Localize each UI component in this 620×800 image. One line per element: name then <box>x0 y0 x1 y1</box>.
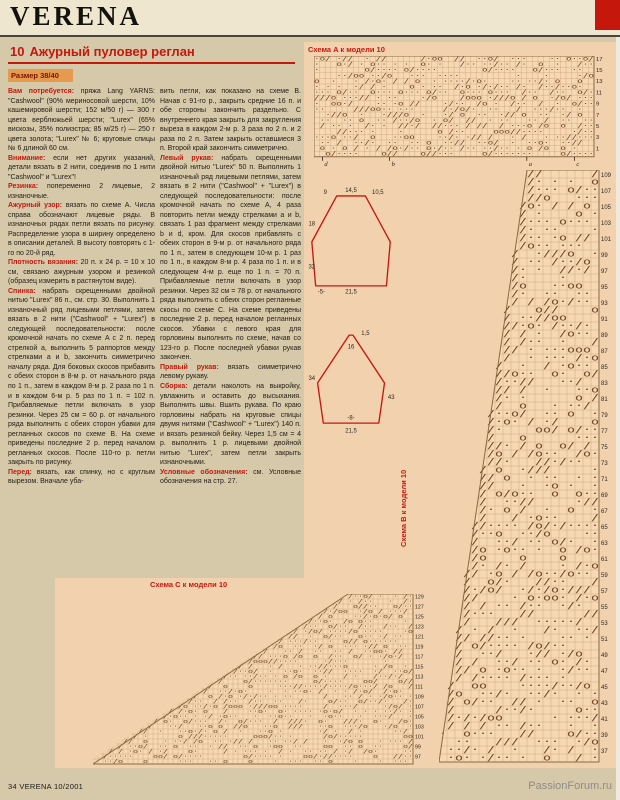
section-heading: Плотность вязания: <box>8 259 79 267</box>
text-column-2 <box>160 87 301 575</box>
svg-text:/ ··/ ··o o //o ··o //: / ··/ ··o o //o ··o /// ··o ···/o ·/o · <box>93 724 413 730</box>
svg-text:/··o/ ·· o ·: /··o/ ·· o · <box>439 408 599 419</box>
svg-text:67: 67 <box>601 508 608 515</box>
svg-text:/· oo/ o/··: /· oo/ o/·· <box>439 424 599 435</box>
svg-text:// o · ·· · ·: // o · ·· · · <box>439 472 599 483</box>
svg-text:/··· o···: /··· o··· <box>439 216 599 227</box>
svg-text:101: 101 <box>601 236 612 243</box>
svg-text:/ / / ·· /·· · ·: / / / ·· /·· · · <box>439 720 599 731</box>
svg-text:/ o/···· /o/··: / o/···· /o/·· <box>439 640 599 651</box>
svg-text:/ o/·· // · ·· o: / o/·· // · ·· o <box>439 696 599 707</box>
page-margin <box>616 0 620 800</box>
section-text: если нет других указаний, детали вязать в 2 нити, соединив по 1 нити "Cashwool" и "Lurex"! <box>8 154 155 181</box>
svg-text:/ · / · /· ··/: / · / · /· ··/ <box>439 624 599 635</box>
svg-text:93: 93 <box>601 300 608 307</box>
svg-text:/·o· / ·/ o: /·o· / ·/ o <box>439 416 599 427</box>
svg-text:·· ·· o ·· /··/o · o/ //: ·· ·· o ·· /··/o · o/ // · ·· ·· / ·· ·· <box>314 118 594 125</box>
svg-text:/ooo//···· ·/··· ·: /ooo//···· ·/··· · <box>93 659 413 665</box>
svg-text:59: 59 <box>601 572 608 579</box>
section-text: набрать скрещенными двойной нитью "Lurex" 86 п., см. стр. 30. Выполнить 1 изнаночный ряд лицевыми петлями, затем вязать в 2 нити ("Cashwool" + "Lurex") в следующей последовательности: после кромочной начать по схеме A с 2 п. перед стрелкой a, выполнить 5 раппортов между стрелками a и b, закончить симметрично началу ряда. Для боковых скосов прибавить с обеих сторон в 8-м р. от начального ряда по 1 п., затем в каждом 8-м р. 2 раза по 1 п. и в каждом 6-м р. 5 раз по 1 п. = 102 п. Прибавляемые петли включать в узор резинки. Через 25 см = 60 р. от начального ряда выполнить с обеих сторон убавки для регланных скосов по схеме B. На схеме приведены последние 2 р. перед началом регланных скосов. После 110-го р. петли закрыть по рисунку. <box>8 287 155 467</box>
svg-text:/ /···· /··· ·: / /···· /··· · <box>439 672 599 683</box>
section-text: вязать по схеме A. Числа справа обозначают лицевые ряды. В изнаночных рядах петли вязать по рисунку. Распределение узора в ширину определено в описании деталей. В высоту повторять с 1-го по 20-й ряд. <box>8 202 155 257</box>
svg-text:-8-: -8- <box>347 415 355 422</box>
svg-text:21,5: 21,5 <box>345 428 357 435</box>
svg-text:/ / · /o··: / / · /o·· <box>439 328 599 339</box>
svg-text:··/o o ··· ·· o o: ··/o o ··· ·· o o · ··· ·· o · · ··· <box>93 759 413 765</box>
section-text: детали наколоть на выкройку, увлажнить и оставить до высыхания. Выполнить швы. Вшить рукава. По краю горловины набрать на круговые спицы двумя нитями ("Cashwool" + "Lurex") 140 п. и вязать резинкой бейку. Через 1,5 см = 4 р. выполнить 1 р. лицевыми двойной нитью "Lurex", затем петли закрыть изнаночными. <box>160 382 301 467</box>
svg-text:121: 121 <box>415 634 424 641</box>
svg-text:/ ·/o/ ····/o ···· ·o: / ·/o/ ····/o ···· ·o <box>93 629 413 635</box>
svg-text:/o·· ···: /o·· ··· <box>439 240 599 251</box>
svg-text:/ /·· · /: / /·· · / <box>439 336 599 347</box>
svg-text://o·· o· o/: //o·· o· o/ <box>439 368 599 379</box>
svg-text:123: 123 <box>415 624 424 631</box>
svg-text:/ · o ·: / · o · <box>439 208 599 219</box>
svg-text:119: 119 <box>415 644 424 651</box>
section-text: набрать скрещенными двойной нитью "Lurex" 50 п. Выполнить 1 изнаночный ряд лицевыми петлями, затем вязать в 2 нити ("Cashwool" + "Lurex") в следующей последовательности: после кромочной начать по схеме A, 4 раза повторить петли между стрелками a и b, связать 1 раз фрагмент между стрелками b и d, кром. Для скосов прибавлять с обеих сторон в 9-м р. от начального ряда по 1 п., затем в следующем 10-м р. 1 раз по 1 п., в каждом 8-м р. 4 раза по 1 п. и в следующем 4-м р. еще по 1 п. = 70 п. Прибавляемые петли включать в узор резинки. Через 32 см = 78 р. от начального ряда выполнить с обеих сторон регланные скосы по схеме C. На схеме приведены последние 2 р. перед началом регланных скосов. Убавки с левого края для горловины выполнить по схеме, начав со 123-го р. После последней убавки рукав закончен. <box>160 154 301 362</box>
section-text: вить петли, как показано на схеме B. Начав с 91-го р., закрыть средние 16 п. и обе стороны закончить раздельно. С внутреннего края закрыть для закругления выреза в каждом 2-м р. 3 раза по 2 п. и 2 раза по 2 п. Затем закрыть оставшиеся 3 п. Второй край закончить симметрично. <box>160 88 301 153</box>
svg-text:39: 39 <box>601 732 608 739</box>
svg-text:/ o /·o ·/·/·· · ·· /: / o /·o ·/·/·· · ·· / ·· / · ·/o·· · <box>93 694 413 700</box>
svg-text:· oo·/ ·· ·o // ·/·· /: · oo·/ ·· ·o // ·/·· /o · /·· / · o/·· <box>314 101 594 108</box>
svg-text:/ ··/·o· · · ··o· / · ·: / ··/·o· · · ··o· / · · /·o/ /·o· <box>93 689 413 695</box>
svg-text:///o ···// · ·· ·/o /ooo: ///o ···// · ·· ·/o /ooo ·///o / o ·/o/ ··· <box>314 95 594 102</box>
svg-text:18: 18 <box>308 221 316 228</box>
svg-text:/··o· /o o·· ·: /··o· /o o·· · <box>93 619 413 625</box>
svg-text:69: 69 <box>601 492 608 499</box>
svg-text:9: 9 <box>595 101 600 108</box>
svg-text:/··· // //: /··· // // <box>439 608 599 619</box>
svg-text:41: 41 <box>601 716 608 723</box>
svg-text:d: d <box>324 160 328 168</box>
svg-text:/·o·· · ·/ ·o·· · ··o·· ·: /·o·· · ·/ ·o·· · ··o·· · ·o·· · ···/ · <box>93 714 413 720</box>
svg-text:65: 65 <box>601 524 608 531</box>
svg-text:15: 15 <box>595 67 603 74</box>
svg-text:73: 73 <box>601 460 608 467</box>
svg-text:/·· / /·· /·· ·· /· o/: /·· / /·· /·· ·· /· o/·· o/··/· /· <box>93 699 413 705</box>
svg-text:53: 53 <box>601 620 608 627</box>
svg-text:/· ·· ··: /· ·· ·· <box>439 288 599 299</box>
svg-text:/· · //·/: /· · //·/ <box>439 264 599 275</box>
svg-text:/ · o ///····· ooo/··: / · o ///····· ooo/·· · /o/····· oo <box>93 734 413 740</box>
svg-text:··· o/·· o··· o··· o/·· o···: ··· o/·· o··· o··· o/·· o··· o··· /·· /·· o/· <box>314 90 594 97</box>
paragraph <box>8 154 155 183</box>
chart-b-grid <box>439 170 614 763</box>
svg-text:/· ·: /· · <box>439 272 599 283</box>
svg-text:89: 89 <box>601 332 608 339</box>
svg-text:/o ·o·· · o /o·: /o ·o·· · o /o· <box>439 544 599 555</box>
chart-a-label: Схема A к модели 10 <box>308 45 385 54</box>
svg-text://· / o o/ /: //· / o o/ / <box>439 440 599 451</box>
svg-text:/ oo ····/··/o: / oo ····/··/o <box>439 680 599 691</box>
svg-text:/··o/ · ··o· ··// ···· ·/: /··o/ · ··o· ··// ···· ·/ ··o/ <box>93 669 413 675</box>
svg-text:/ / ·o·· /: / / ·o·· / <box>439 512 599 523</box>
svg-text:/ / ·· /·· ·/·: / / ·· /·· ·/· <box>439 600 599 611</box>
svg-text:/ ··// ·//: / ··// ·// <box>439 496 599 507</box>
svg-text:/ o// o: / o// o <box>439 304 599 315</box>
paragraph <box>8 468 155 487</box>
watermark: PassionForum.ru <box>528 780 612 792</box>
svg-text:1: 1 <box>595 146 600 153</box>
svg-text:·//o · ·///o · ·/ o ··: ·//o · ·///o · ·/ o ·· ·// o ·· ·/ o <box>314 112 594 119</box>
svg-text:o · · /·o· / / o · ····/·o: o · · /·o· / / o · ····/·o· ·· ··/· o o <box>314 78 594 85</box>
svg-text:c: c <box>576 160 580 168</box>
svg-text:11: 11 <box>595 90 603 97</box>
svg-text:1,5: 1,5 <box>361 331 370 338</box>
svg-text:/··o ··/o ··: /··o ··/o ·· <box>439 528 599 539</box>
section-heading: Ажурный узор: <box>8 202 63 210</box>
chart-c-grid <box>93 594 428 765</box>
svg-text://o ···: //o ··· <box>439 192 599 203</box>
svg-text:// · o·oo· /·o: // · o·oo· /·o <box>439 592 599 603</box>
svg-text:117: 117 <box>415 654 424 661</box>
svg-text:· o··· // o/··: · o··· // o/·· <box>439 728 599 739</box>
body-schematic <box>308 180 396 298</box>
svg-text:37: 37 <box>601 748 608 755</box>
paragraph <box>8 287 155 468</box>
svg-text:/·/o/ ·/·/o·///: /·/o/ ·/·/o·/// <box>439 584 599 595</box>
chart-b-label: Схема B к модели 10 <box>399 469 408 547</box>
svg-text:99: 99 <box>415 744 421 751</box>
svg-text:/o ··oo: /o ··oo <box>439 280 599 291</box>
svg-text:77: 77 <box>601 428 608 435</box>
paragraph <box>8 182 155 201</box>
svg-text:···o ··/ o ··oo ··/· ·//: ···o ··/ o ··oo ··/· ·// / · / · ··//··· <box>314 134 594 141</box>
svg-text:/·· o/·· /·· /·· /: /·· o/·· /·· /·· / <box>93 624 413 630</box>
svg-text:97: 97 <box>601 268 608 275</box>
svg-text:75: 75 <box>601 444 608 451</box>
svg-text:97: 97 <box>415 754 421 761</box>
svg-text:7: 7 <box>595 112 600 119</box>
svg-text:16: 16 <box>347 344 355 351</box>
svg-text:/ ··//oo: / ··//oo <box>439 312 599 323</box>
svg-text:// · ·o · ·: // · ·o · · <box>439 480 599 491</box>
svg-text:/o ··/·o /ooo ·///oo ···· /: /o ··/·o /ooo ·///oo ···· / ···/ ·/o/ · <box>93 704 413 710</box>
paragraph <box>8 258 155 287</box>
svg-text:14,5: 14,5 <box>345 188 357 195</box>
svg-text:/ / /o·/··: / / /o·/·· <box>439 296 599 307</box>
svg-text:103: 103 <box>601 220 612 227</box>
section-heading: Левый рукав: <box>160 154 214 162</box>
svg-text:113: 113 <box>415 674 424 681</box>
section-text: вязать, как спинку, но с круглым вырезом. Вначале уба- <box>8 468 155 486</box>
paragraph <box>8 201 155 258</box>
svg-text:// · ··o·/· o / · ··o ·: // · ··o·/· o / · ··o · ·/ · / · ··/ <box>93 729 413 735</box>
svg-text://··· · · o /·· oo: //··· · · o /·· ooo//···· ·/·· <box>314 129 594 136</box>
svg-text:a: a <box>528 160 533 168</box>
svg-text:/·· ··/·· · o /o o · / ·: /·· ··/·· · o /o o · / · /··/·/ <box>93 674 413 680</box>
section-heading: Правый рукав: <box>160 363 219 371</box>
section-heading: Условные обозначения: <box>160 468 248 476</box>
svg-text:/ ··/ ·// ·/o: / ··/ ·// ·/o <box>439 648 599 659</box>
svg-text:107: 107 <box>415 704 424 711</box>
article-title: Ажурный пуловер реглан <box>29 44 195 59</box>
svg-text:// o · ··/ /o ·· ·// / ·: // o · ··/ /o ·· ·// / ·· ··/ / · ·/o o · ··· / <box>93 739 413 745</box>
svg-text:/ / · / · ··//···o · /: / / · / · ··//···o · /o · <box>93 664 413 670</box>
svg-text:10,5: 10,5 <box>372 190 384 197</box>
svg-text:91: 91 <box>601 316 608 323</box>
svg-text:/· ·· ·: /· ·· · <box>439 224 599 235</box>
svg-text:// ·o / /o··/o··: // ·o / /o··/o·· <box>439 568 599 579</box>
svg-text:/· · · o: /· · · o <box>439 176 599 187</box>
section-text: пряжа Lang YARNS: "Cashwool" (90% мериносовой шерсти, 10% кашемировой шерсти; 152 м/50 г) — 300 г цвета верблюжьей шерсти; "Lurex" (65% вискозы, 35% полиэстра; 85 м/25 г) — 250 г цвета золота; "Lurex" № 6; круговые спицы № 6 длиной 60 см. <box>8 88 155 153</box>
section-text: вязать симметрично левому рукаву. <box>160 363 301 381</box>
svg-text:32: 32 <box>308 264 316 271</box>
section-heading: Сборка: <box>160 382 188 390</box>
svg-text:105: 105 <box>415 714 424 721</box>
svg-text:/ o · ··/: / o · ··/ <box>439 400 599 411</box>
svg-text:17: 17 <box>595 56 603 63</box>
svg-text:· o/···· o/····: · o/···· o/···· o/···· o/··· ·· <box>314 67 594 74</box>
svg-text:/ o/o·· o o··: / o/o·· o o·· <box>439 488 599 499</box>
svg-text:/ o ·/// ·: / o ·/// · <box>439 464 599 475</box>
sleeve-schematic <box>308 326 396 438</box>
svg-text:// /: // / <box>439 170 599 179</box>
svg-text:·· /// ··· ·/o: ·· /// ··· ·/o <box>439 736 599 747</box>
svg-text:/ ···/·· · o// o······: / ···/·· · o// o······ <box>93 639 413 645</box>
svg-text:111: 111 <box>415 684 423 691</box>
svg-text:83: 83 <box>601 380 608 387</box>
svg-text:/o / /o·· /o·: /o / /o·· /o· <box>439 448 599 459</box>
svg-text:// / · ··o: // / · ··o <box>439 384 599 395</box>
svg-text:/ /··/· o··: / /··/· o·· <box>439 704 599 715</box>
svg-text:/ o ··/·o·o/ o: / o ··/·o·o/ o <box>93 614 413 620</box>
svg-text:51: 51 <box>601 636 608 643</box>
section-heading: Вам потребуется: <box>8 88 75 95</box>
paragraph <box>160 87 301 154</box>
chart-c-label: Схема C к модели 10 <box>150 580 228 589</box>
svg-text:/ · / ·o··: / · / ·o·· <box>439 360 599 371</box>
svg-text:b: b <box>391 160 395 168</box>
svg-text:3: 3 <box>595 135 600 142</box>
svg-text:/··· o/··: /··· o/·· <box>439 184 599 195</box>
paragraph <box>160 468 301 487</box>
svg-text:/ /// ·····/: / /// ·····/ <box>439 616 599 627</box>
section-text: см. Условные обозначения на стр. 27. <box>160 468 301 486</box>
svg-text:34: 34 <box>308 376 316 383</box>
svg-text:/ ··o/ ·· o ·· · // ·· o: / ··o/ ·· o ·· · // ·· o ·oo ·· oo ·· o ·· o/ <box>93 744 413 750</box>
svg-text:/ ·· /··/o: / ·· /··/o <box>439 256 599 267</box>
svg-text:109: 109 <box>415 694 424 701</box>
svg-text:// · o/·· o·· ·/ ··: // · o/·· o·· ·/ ·· <box>93 634 413 640</box>
svg-text:/ o/· //·· /: / o/· //·· / <box>439 576 599 587</box>
svg-text:/· · o /: /· · o / <box>439 392 599 403</box>
svg-text:63: 63 <box>601 540 608 547</box>
svg-text:81: 81 <box>601 396 608 403</box>
svg-text:125: 125 <box>415 614 424 621</box>
svg-text:/ o o ···//····/····/o: / o o ···//····/····/o···/ /o / <box>93 684 413 690</box>
svg-text:55: 55 <box>601 604 608 611</box>
svg-text:/ ·///o ·: / ·///o · <box>439 248 599 259</box>
masthead <box>0 0 620 37</box>
article-number: 10 <box>10 44 25 59</box>
svg-text:o · o / · / /o·/·· o·/·· /·· ·: o · o / · / /o·/·· o·/·· /·· ··/·· · o /o o · <box>314 146 594 153</box>
svg-text:·· / ··/· ·· ·· o ··// ··: ·· / ··/· ·· ·· o ··// ··o/ · ··o· ··// <box>314 140 594 147</box>
svg-text:/o· / / o: /o· / / o <box>439 200 599 211</box>
svg-text:107: 107 <box>601 188 612 195</box>
svg-text:/·/oo ·/o / ···/: /·/oo ·/o / ···/ <box>93 609 413 615</box>
svg-text:/ /·o· o / ··o· o· ····: / /·o· o / ··o· o· ···· ·o·o/ · · · ··/· · <box>93 709 413 715</box>
svg-text:-5-: -5- <box>317 289 326 296</box>
svg-text:43: 43 <box>601 700 608 707</box>
text-column-1 <box>8 87 155 575</box>
svg-text:9: 9 <box>323 190 327 197</box>
svg-text:21,5: 21,5 <box>345 289 357 296</box>
svg-text:·o· ·/·· · o / ·: ·o· ·/·· · o / · <box>439 752 599 763</box>
svg-text:115: 115 <box>415 664 424 671</box>
svg-text:57: 57 <box>601 588 608 595</box>
svg-text:79: 79 <box>601 412 608 419</box>
svg-text:/··// ··/: /··// ··/ <box>439 376 599 387</box>
svg-text:103: 103 <box>415 724 424 731</box>
svg-text:·· ///oo·· ··· /·/o/·: ·· ///oo·· ··· /·/o/· ·· / ···/·· · <box>314 106 594 113</box>
chart-a-grid <box>314 56 609 168</box>
svg-text:87: 87 <box>601 348 608 355</box>
svg-text:49: 49 <box>601 652 608 659</box>
svg-text:/ o ···: / o ··· <box>439 432 599 443</box>
svg-text:o/···· o// o//··· o/: o/···· o// o//··· o/······· o/···· <box>314 151 594 158</box>
svg-text:/ ·· / ·· ·· / ··oo· //: / ·· / ·· ·· / ··oo· // <box>93 649 413 655</box>
svg-text:/····· oo/ o/···· o/: /····· oo/ o/···· o/···· · oo/·//···· o //·· <box>93 754 413 760</box>
svg-text:// o ·o·· · ·/··: // o ·o·· · ·/·· <box>439 664 599 675</box>
corner-marker <box>595 0 620 30</box>
section-heading: Перед: <box>8 468 32 476</box>
magazine-logo: VERENA <box>10 1 143 31</box>
svg-text:/ / ·o· / ·/ o· / · ···: / / ·o· / ·/ o· / · ··· · / · ·· ·· / ·/ /o· ·· <box>93 749 413 755</box>
svg-text:/o ··/· ··/· · ·: /o ··/· ··/· · · <box>439 688 599 699</box>
svg-text:71: 71 <box>601 476 608 483</box>
paragraph <box>8 87 155 154</box>
section-heading: Резинка: <box>8 183 39 191</box>
svg-text:// ···o /o o /·· o/ · ·/o·/: // ···o /o o /·· o/ · ·/o·/ <box>93 654 413 660</box>
section-heading: Спинка: <box>8 287 36 295</box>
svg-text:/o ·· ·/ o ··· ·// o ··: /o ·· ·/ o ··· ·// o ·· <box>93 644 413 650</box>
svg-text:61: 61 <box>601 556 608 563</box>
svg-text:101: 101 <box>415 734 424 741</box>
svg-text:/ ··/ ·· o/· ·: / ··/ ·· o/· · <box>439 536 599 547</box>
svg-text:/·/·/oo · ···/: /·/·/oo · ···/ <box>439 712 599 723</box>
svg-text:105: 105 <box>601 204 612 211</box>
svg-text:/·· ·o //: /·· ·o // <box>439 232 599 243</box>
svg-text://· //·/··: //· //·/·· <box>439 456 599 467</box>
svg-text://···· /o/·/····: //···· /o/·/···· <box>439 520 599 531</box>
svg-text:· o·/ · o·· · · o· · /··: · o·/ · o·· · · o· · /·· ··/·· /· o · /·· <box>314 62 594 69</box>
svg-text:43: 43 <box>387 395 395 402</box>
svg-text:··/· / · /· / ·: ··/· / · /· / · <box>439 744 599 755</box>
svg-text:95: 95 <box>601 284 608 291</box>
paragraph <box>160 154 301 363</box>
svg-text:/··o/ · · /·: /··o/ · · /· <box>93 594 413 600</box>
svg-text:/ o· o/··· /· o/··· / ///: / o· o/··· /· o/··· / ///· o· ///· o· /o· <box>93 719 413 725</box>
svg-text:// · ···ooo: // · ···ooo <box>439 344 599 355</box>
svg-text:85: 85 <box>601 364 608 371</box>
svg-text:/ ·· · /· · //·/ //··· / //: / ·· · /· · //·/ //··· / // / ···o /o o /·· <box>314 123 594 130</box>
paragraph <box>160 382 301 468</box>
svg-text:99: 99 <box>601 252 608 259</box>
svg-text:/ / ··/ ·· o· /·: / / ··/ ·· o· /· <box>439 656 599 667</box>
svg-text:/o o o: /o o o <box>439 552 599 563</box>
svg-text:/ o//·· o/··: / o//·· o/·· <box>93 604 413 610</box>
svg-text:/ · ··· /·o: / · ··· /·o <box>439 352 599 363</box>
svg-text:129: 129 <box>415 594 424 601</box>
title-rule <box>8 62 295 64</box>
svg-text:47: 47 <box>601 668 608 675</box>
paragraph <box>160 363 301 382</box>
section-text: попеременно 2 лицевые, 2 изнаночные. <box>8 183 155 200</box>
svg-text:·o/ ·// · // /·oo // ·: ·o/ ·// · // /·oo // ··o/ ··· ·· o··o/ <box>314 56 595 63</box>
svg-text:· · · ·/ / · o · ·· /·o ·: · · · ·/ / · o · ·· /·o ·/·/·· /· /··/··o· <box>314 84 594 91</box>
section-heading: Внимание: <box>8 154 46 162</box>
svg-text:127: 127 <box>415 604 424 611</box>
svg-text:/ o/······· o/···· o: / o/······· o/···· oo/ o// <box>93 679 413 685</box>
svg-text:// //·· · ·· ·: // //·· · ·· · <box>439 632 599 643</box>
svg-text:109: 109 <box>601 172 612 179</box>
svg-text:/· /· / · /·o: /· /· / · /·o <box>439 560 599 571</box>
svg-text://·o· /··/·: //·o· /··/· <box>439 320 599 331</box>
svg-text:/· o / · o ·: /· o / · o · <box>439 504 599 515</box>
article-title-row <box>10 44 195 59</box>
svg-text:5: 5 <box>595 123 600 130</box>
svg-text:45: 45 <box>601 684 608 691</box>
size-label: Размер 38/40 <box>8 69 73 82</box>
svg-text:/ · /·· · /·: / · /·· · /· <box>93 599 413 605</box>
section-text: 20 п. x 24 р. = 10 x 10 см, связано ажурным узором и резинкой (образец измерить в растянутом виде). <box>8 259 155 286</box>
page-footer: 34 VERENA 10/2001 <box>8 782 84 791</box>
svg-text:13: 13 <box>595 79 603 86</box>
svg-text:··/oo ··/o ··· ····: ··/oo ··/o ··· ···· · · ·/o <box>314 73 595 80</box>
